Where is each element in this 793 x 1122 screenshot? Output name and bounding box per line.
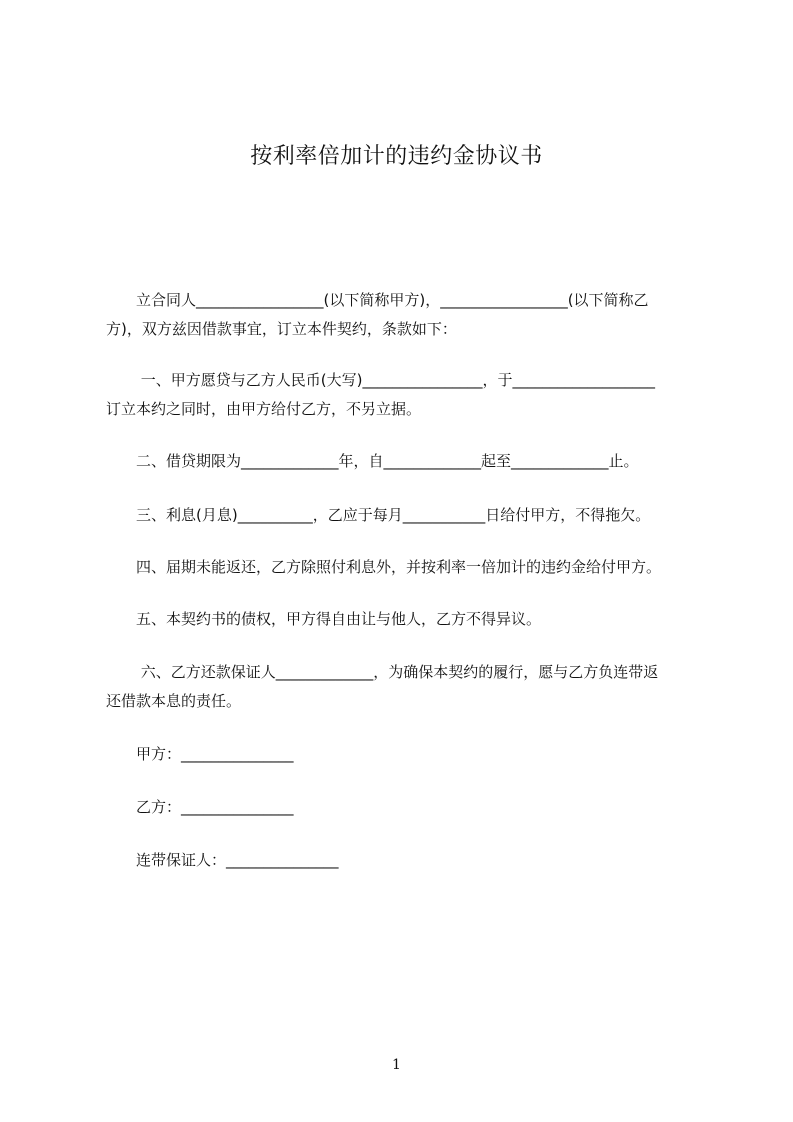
guarantor-signature: 连带保证人：_______________	[136, 851, 339, 869]
clause-1-line-1: 一、甲方愿贷与乙方人民币(大写)________________，于___________________	[136, 371, 655, 389]
clause-2: 二、借贷期限为_____________年，自_____________起至_____________止。	[136, 452, 639, 470]
clause-6-line-2: 还借款本息的责任。	[106, 692, 242, 710]
clause-3: 三、利息(月息)__________，乙应于每月___________日给付甲方，不得拖欠。	[136, 506, 651, 524]
document-title: 按利率倍加计的违约金协议书	[250, 144, 543, 169]
page-number: 1	[392, 1057, 401, 1073]
party-a-signature: 甲方：_______________	[136, 745, 294, 763]
intro-line-2: 方)，双方兹因借款事宜，订立本件契约，条款如下：	[106, 320, 457, 338]
clause-5: 五、本契约书的债权，甲方得自由让与他人，乙方不得异议。	[136, 610, 542, 628]
intro-line-1: 立合同人_________________(以下简称甲方)，_________________(以下简称乙	[136, 291, 649, 309]
clause-4: 四、届期未能返还，乙方除照付利息外，并按利率一倍加计的违约金给付甲方。	[136, 558, 662, 576]
clause-1-line-2: 订立本约之同时，由甲方给付乙方，不另立据。	[106, 400, 422, 418]
clause-6-line-1: 六、乙方还款保证人_____________，为确保本契约的履行，愿与乙方负连带返	[136, 663, 659, 681]
party-b-signature: 乙方：_______________	[136, 798, 294, 816]
